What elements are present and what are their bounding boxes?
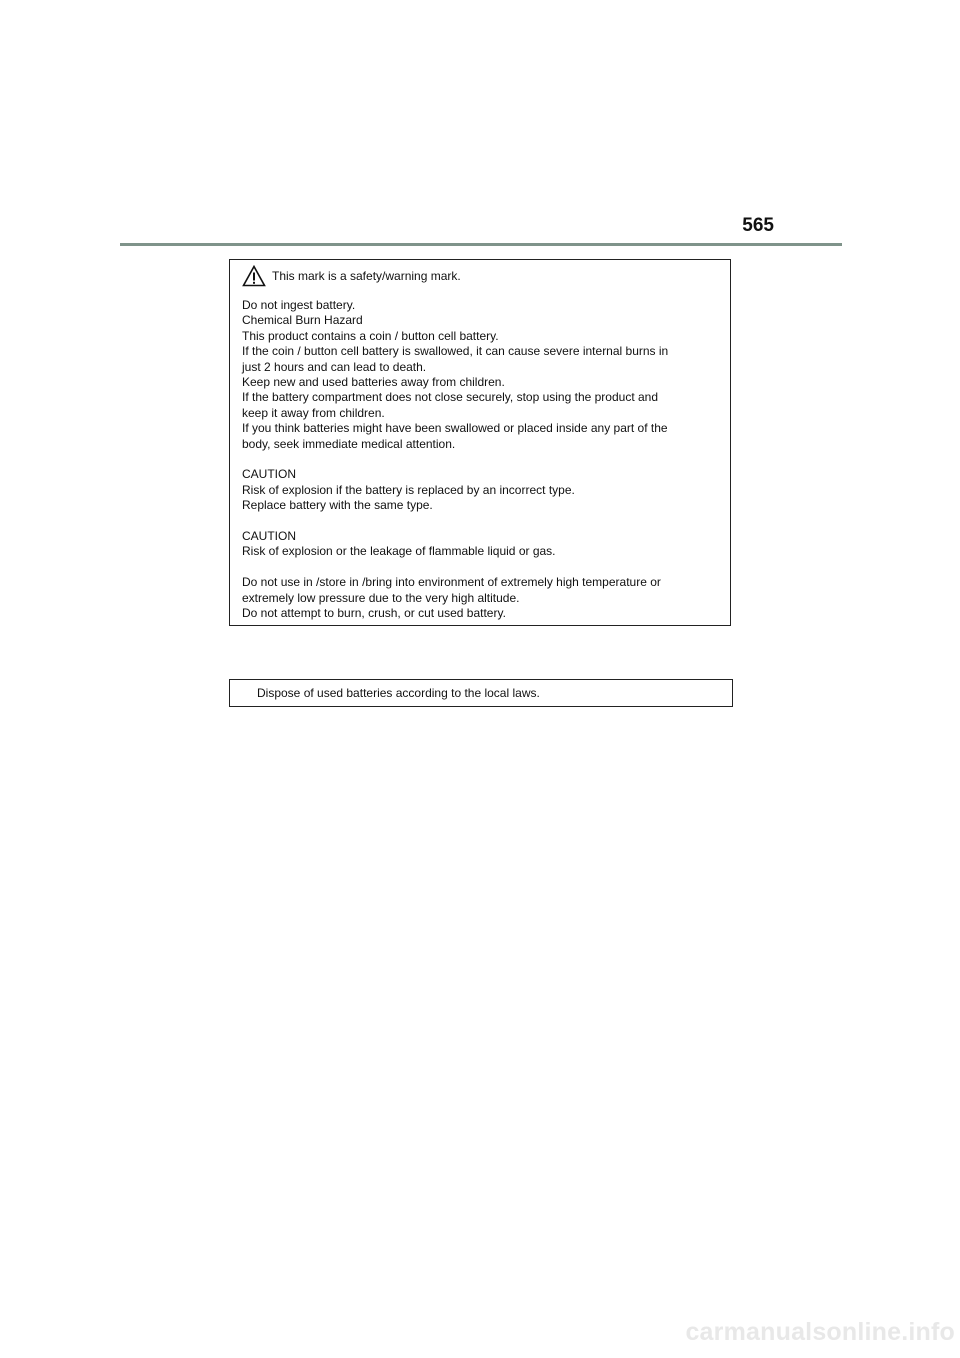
disposal-notice-box: [229, 679, 733, 707]
warning-line: If the coin / button cell battery is swallowed, it can cause severe internal burns in: [242, 344, 669, 359]
warning-line: Do not use in /store in /bring into environment of extremely high temperature or: [242, 575, 661, 590]
safety-mark-text: This mark is a safety/warning mark.: [272, 268, 461, 283]
site-watermark: carmanualsonline.info: [685, 1318, 955, 1346]
warning-line: Do not attempt to burn, crush, or cut used battery.: [242, 606, 506, 621]
warning-line: just 2 hours and can lead to death.: [242, 359, 427, 374]
warning-line: Risk of explosion if the battery is replaced by an incorrect type.: [242, 482, 575, 497]
caution-heading: CAUTION: [242, 467, 296, 482]
warning-line: Keep new and used batteries away from children.: [242, 375, 505, 390]
warning-line: This product contains a coin / button cell battery.: [242, 328, 499, 343]
safety-mark-line: [242, 264, 461, 288]
warning-line: body, seek immediate medical attention.: [242, 436, 456, 451]
paragraph-gap: [242, 514, 722, 529]
caution-heading: CAUTION: [242, 529, 296, 544]
warning-line: Chemical Burn Hazard: [242, 313, 363, 328]
warning-line: keep it away from children.: [242, 405, 385, 420]
header-rule: [120, 243, 842, 246]
disposal-notice-text: Dispose of used batteries according to the local laws.: [257, 686, 540, 700]
warning-line: extremely low pressure due to the very high altitude.: [242, 590, 520, 605]
paragraph-gap: [242, 560, 722, 575]
warning-line: Risk of explosion or the leakage of flammable liquid or gas.: [242, 544, 556, 559]
warning-line: If the battery compartment does not close securely, stop using the product and: [242, 390, 659, 405]
warning-body: [242, 298, 722, 621]
page-number: 565: [742, 215, 774, 236]
warning-line: Do not ingest battery.: [242, 298, 356, 312]
battery-warning-box: [229, 259, 731, 626]
warning-line: If you think batteries might have been swallowed or placed inside any part of the: [242, 421, 668, 436]
warning-triangle-icon: [242, 265, 266, 287]
warning-line: Replace battery with the same type.: [242, 498, 433, 513]
paragraph-gap: [242, 452, 722, 467]
